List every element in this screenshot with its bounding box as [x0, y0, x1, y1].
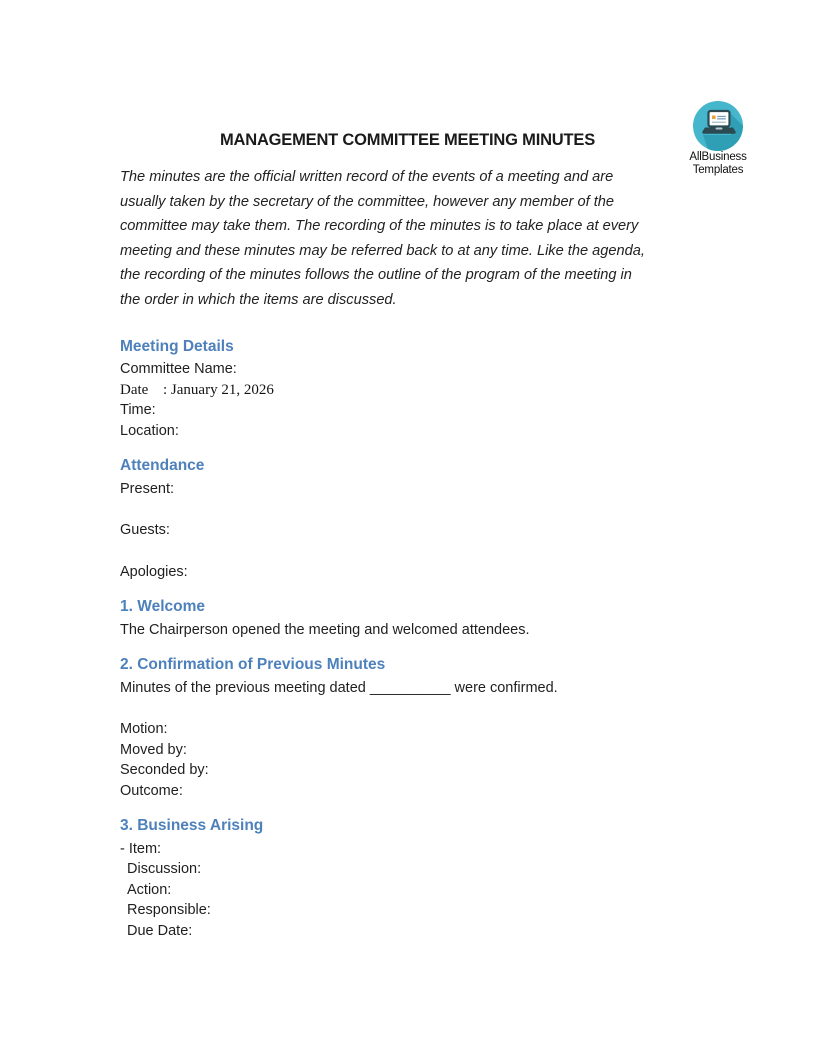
motion-label: Motion: [120, 721, 168, 738]
date-line [120, 380, 695, 401]
attendance-heading: Attendance [120, 457, 205, 475]
logo [686, 98, 750, 176]
committee-name-label: Committee Name: [120, 361, 237, 378]
logo-text-line2: Templates [692, 163, 744, 176]
section-meeting-details [120, 337, 695, 442]
due-date-label: Due Date: [127, 922, 193, 939]
intro-paragraph [120, 165, 695, 313]
blank-line [120, 499, 695, 520]
date-value: : January 21, 2026 [163, 381, 274, 398]
intro-line: usually taken by the secretary of the committee, however any member of the [120, 193, 614, 210]
document-title: MANAGEMENT COMMITTEE MEETING MINUTES [219, 131, 596, 149]
section-attendance [120, 456, 695, 582]
present-label: Present: [120, 480, 174, 497]
outcome-label: Outcome: [120, 782, 183, 799]
section-confirmation [120, 655, 695, 801]
logo-text-line1: AllBusiness [689, 151, 747, 163]
intro-line: the recording of the minutes follows the outline of the program of the meeting in [120, 267, 632, 284]
item-label: - Item: [120, 840, 162, 857]
intro-line: meeting and these minutes may be referred back to at any time. Like the agenda, [120, 242, 645, 259]
intro-line: the order in which the items are discussed. [120, 291, 397, 308]
business-arising-heading: 3. Business Arising [120, 817, 264, 835]
welcome-body: The Chairperson opened the meeting and welcomed attendees. [120, 621, 530, 638]
laptop-icon [690, 98, 746, 154]
intro-line: The minutes are the official written record of the events of a meeting and are [120, 169, 614, 185]
section-business-arising [120, 816, 695, 941]
logo-text [686, 151, 750, 176]
blank-line [120, 541, 695, 562]
discussion-label: Discussion: [127, 861, 202, 878]
blank-line [120, 698, 695, 719]
action-label: Action: [127, 881, 172, 898]
date-label: Date [120, 381, 149, 398]
time-label: Time: [120, 402, 156, 419]
guests-label: Guests: [120, 522, 170, 539]
responsible-label: Responsible: [127, 902, 211, 919]
confirmation-body: Minutes of the previous meeting dated __________ were confirmed. [120, 679, 558, 696]
location-label: Location: [120, 422, 179, 439]
seconded-by-label: Seconded by: [120, 762, 209, 779]
document-content [120, 0, 695, 941]
meeting-details-heading: Meeting Details [120, 337, 234, 355]
welcome-heading: 1. Welcome [120, 598, 206, 616]
intro-line: committee may take them. The recording of the minutes is to take place at every [120, 218, 639, 235]
moved-by-label: Moved by: [120, 741, 187, 758]
section-welcome [120, 597, 695, 640]
apologies-label: Apologies: [120, 563, 188, 580]
confirmation-heading: 2. Confirmation of Previous Minutes [120, 656, 386, 674]
